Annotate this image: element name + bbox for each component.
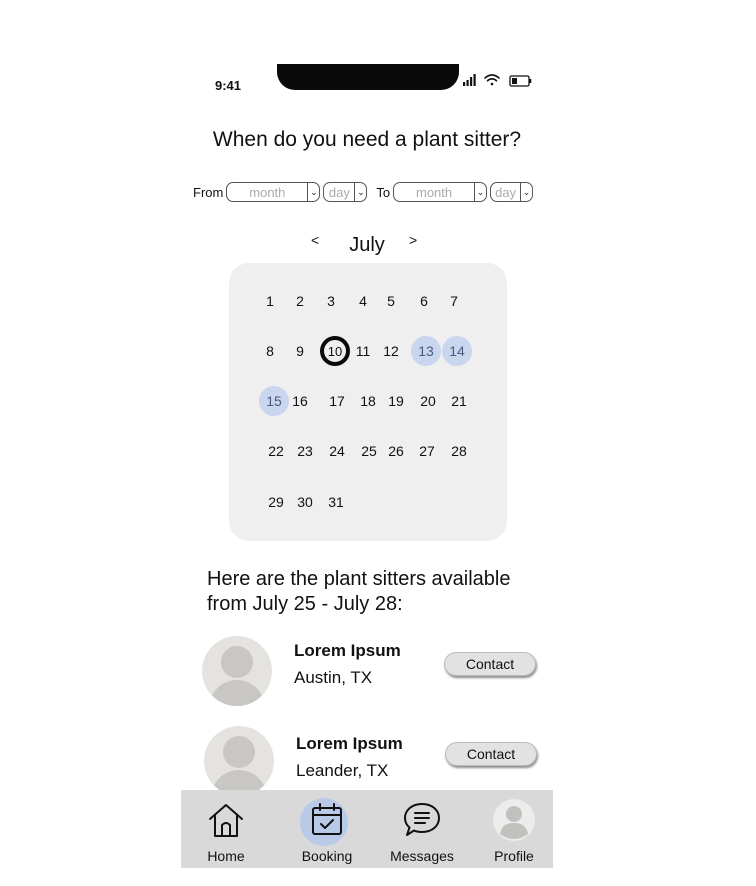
calendar-day[interactable]: 5 [387, 293, 395, 309]
calendar-day[interactable]: 7 [450, 293, 458, 309]
avatar [202, 636, 272, 706]
tab-profile[interactable] [469, 790, 553, 868]
calendar-day[interactable]: 24 [329, 443, 345, 459]
calendar-day-today[interactable]: 10 [320, 336, 350, 366]
contact-button[interactable]: Contact [444, 652, 536, 676]
contact-button[interactable]: Contact [445, 742, 537, 766]
from-month-select[interactable] [226, 182, 320, 202]
calendar-day[interactable]: 18 [360, 393, 376, 409]
status-time: 9:41 [215, 78, 242, 93]
calendar-day[interactable]: 26 [388, 443, 404, 459]
calendar-day[interactable]: 4 [359, 293, 367, 309]
calendar-day[interactable]: 15 [259, 386, 289, 416]
calendar-day[interactable]: 29 [268, 494, 284, 510]
status-icons [459, 72, 539, 90]
signal-icon [463, 74, 476, 86]
calendar-month-title: July [349, 234, 385, 256]
from-day-placeholder: day [328, 184, 350, 200]
notch [277, 64, 459, 90]
calendar-day[interactable]: 23 [297, 443, 313, 459]
chevron-down-icon: ⌄ [474, 183, 486, 201]
results-heading [207, 567, 527, 617]
to-month-placeholder: month [416, 184, 453, 200]
sitter-name: Lorem Ipsum [296, 734, 403, 753]
calendar-grid [229, 263, 507, 541]
to-day-placeholder: day [495, 184, 517, 200]
phone-screen [181, 58, 553, 868]
calendar-day[interactable]: 11 [355, 343, 371, 359]
chevron-down-icon: ⌄ [520, 183, 532, 201]
calendar-day[interactable]: 12 [383, 343, 399, 359]
previous-month-button[interactable]: < [311, 232, 320, 248]
calendar-day[interactable]: 28 [451, 443, 467, 459]
wifi-icon [485, 75, 499, 85]
calendar-day[interactable]: 30 [297, 494, 313, 510]
tab-label: Messages [390, 848, 454, 864]
calendar-day[interactable]: 1 [266, 293, 274, 309]
from-label: From [193, 184, 224, 200]
to-label: To [376, 184, 391, 200]
calendar-day[interactable]: 25 [361, 443, 377, 459]
page-title: When do you need a plant sitter? [212, 128, 522, 151]
date-range-selector [193, 181, 533, 203]
avatar [204, 726, 274, 796]
calendar-day[interactable]: 21 [451, 393, 467, 409]
tab-label: Profile [494, 848, 534, 864]
tab-messages[interactable] [377, 790, 467, 868]
calendar-day[interactable]: 9 [296, 343, 304, 359]
from-month-placeholder: month [249, 184, 286, 200]
calendar-day[interactable]: 2 [296, 293, 304, 309]
calendar-day[interactable]: 20 [420, 393, 436, 409]
sitter-card [181, 630, 553, 710]
calendar-day[interactable]: 31 [328, 494, 344, 510]
tab-home[interactable] [181, 790, 271, 868]
calendar-day[interactable]: 3 [327, 293, 335, 309]
results-heading-text: Here are the plant sitters available from July 25 - July 28: [207, 568, 511, 615]
calendar-day[interactable]: 22 [268, 443, 284, 459]
sitter-name: Lorem Ipsum [294, 641, 401, 660]
calendar-day[interactable]: 19 [388, 393, 404, 409]
calendar-day[interactable]: 13 [411, 336, 441, 366]
home-icon [204, 798, 248, 842]
calendar-icon [305, 798, 349, 842]
from-day-select[interactable] [323, 182, 367, 202]
calendar-day[interactable]: 14 [442, 336, 472, 366]
calendar-day[interactable]: 6 [420, 293, 428, 309]
sitter-location: Leander, TX [296, 761, 389, 780]
profile-avatar-icon [492, 798, 536, 842]
tab-label: Booking [301, 848, 353, 864]
calendar-day[interactable]: 16 [292, 393, 308, 409]
calendar-day[interactable]: 17 [329, 393, 345, 409]
calendar-day[interactable]: 8 [266, 343, 274, 359]
to-month-select[interactable] [393, 182, 487, 202]
tab-label: Home [207, 848, 245, 864]
month-navigation [181, 230, 553, 260]
chevron-down-icon: ⌄ [354, 183, 366, 201]
to-day-select[interactable] [490, 182, 533, 202]
chevron-down-icon: ⌄ [307, 183, 319, 201]
tab-booking[interactable] [282, 790, 372, 868]
battery-icon [510, 76, 531, 86]
sitter-card [181, 720, 553, 800]
sitter-location: Austin, TX [294, 668, 373, 687]
bottom-tab-bar [181, 790, 553, 868]
chat-icon [400, 798, 444, 842]
calendar-day[interactable]: 27 [419, 443, 435, 459]
next-month-button[interactable]: > [409, 232, 418, 248]
